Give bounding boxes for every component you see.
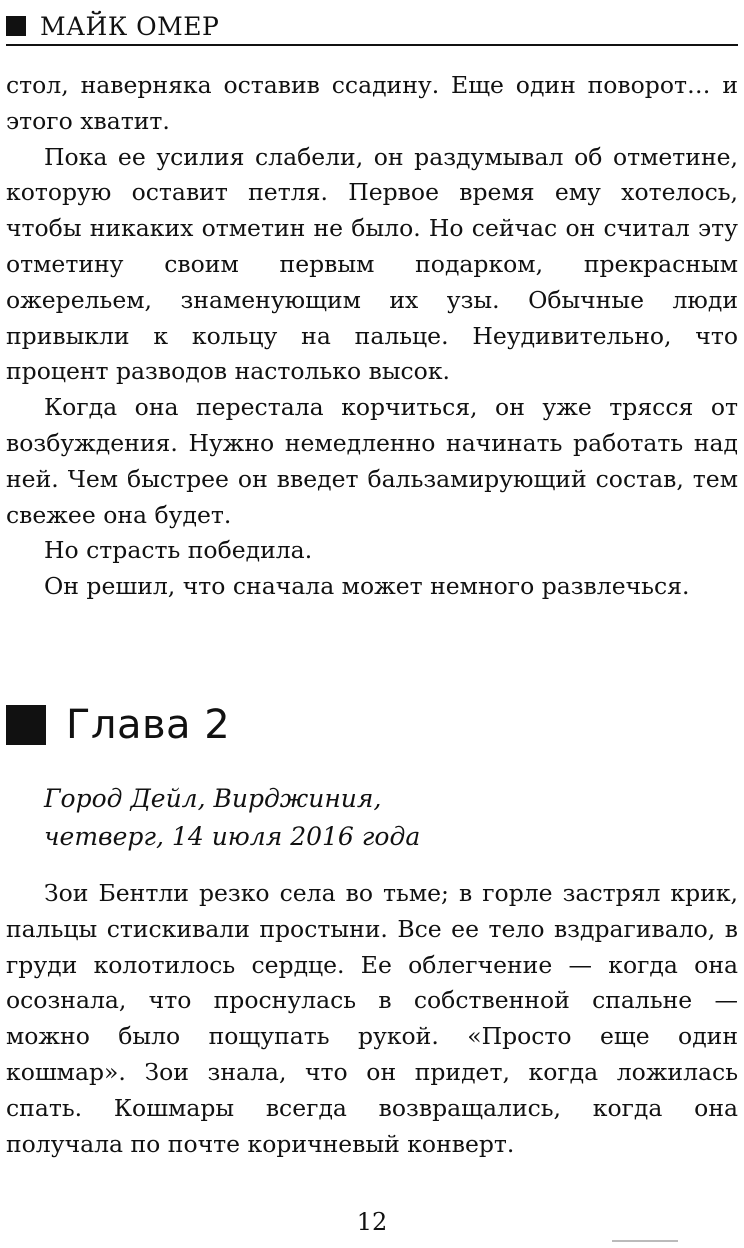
running-head-square-icon <box>6 16 26 36</box>
paragraph: Но страсть победила. <box>44 536 313 565</box>
chapter-text <box>6 876 738 1162</box>
page-number: 12 <box>356 1208 388 1236</box>
running-head-author: МАЙК ОМЕР <box>40 11 220 41</box>
paragraph: стол, наверняка оставив ссадину. Еще один поворот… и этого хватит. <box>6 71 738 135</box>
paragraph: Он решил, что сначала может немного развлечься. <box>44 572 690 601</box>
chapter-square-icon <box>6 705 46 745</box>
chapter-date: четверг, 14 июля 2016 года <box>44 822 421 851</box>
corner-mark <box>612 1240 678 1242</box>
paragraph: Пока ее усилия слабели, он раздумывал об отметине, которую оставит петля. Первое время ему хотелось, чтобы никаких отметин не было. Но сейчас он считал эту отметину своим первым подарком, прекрасным ожерельем, знаменующим их узы. Обычные люди привыкли к кольцу на пальце. Неудивительно, что процент разводов настолько высок. <box>6 142 738 386</box>
chapter-heading <box>6 696 230 754</box>
previous-section-text <box>6 68 738 605</box>
running-head <box>6 8 738 46</box>
chapter-place-date <box>44 780 724 856</box>
paragraph: Когда она перестала корчиться, он уже трясся от возбуждения. Нужно немедленно начинать работать над ней. Чем быстрее он введет бальзамирующий состав, тем свежее она будет. <box>6 393 738 529</box>
chapter-title: Глава 2 <box>66 702 231 748</box>
paragraph: Зои Бентли резко села во тьме; в горле застрял крик, пальцы стискивали простыни. Все ее тело вздрагивало, в груди колотилось сердце. Ее облегчение — когда она осознала, что проснулась в собственной спальне — можно было пощупать рукой. «Просто еще один кошмар». Зои знала, что он придет, когда ложилась спать. Кошмары всегда возвращались, когда она получала по почте коричневый конверт. <box>6 879 738 1158</box>
chapter-place: Город Дейл, Вирджиния, <box>44 784 382 813</box>
